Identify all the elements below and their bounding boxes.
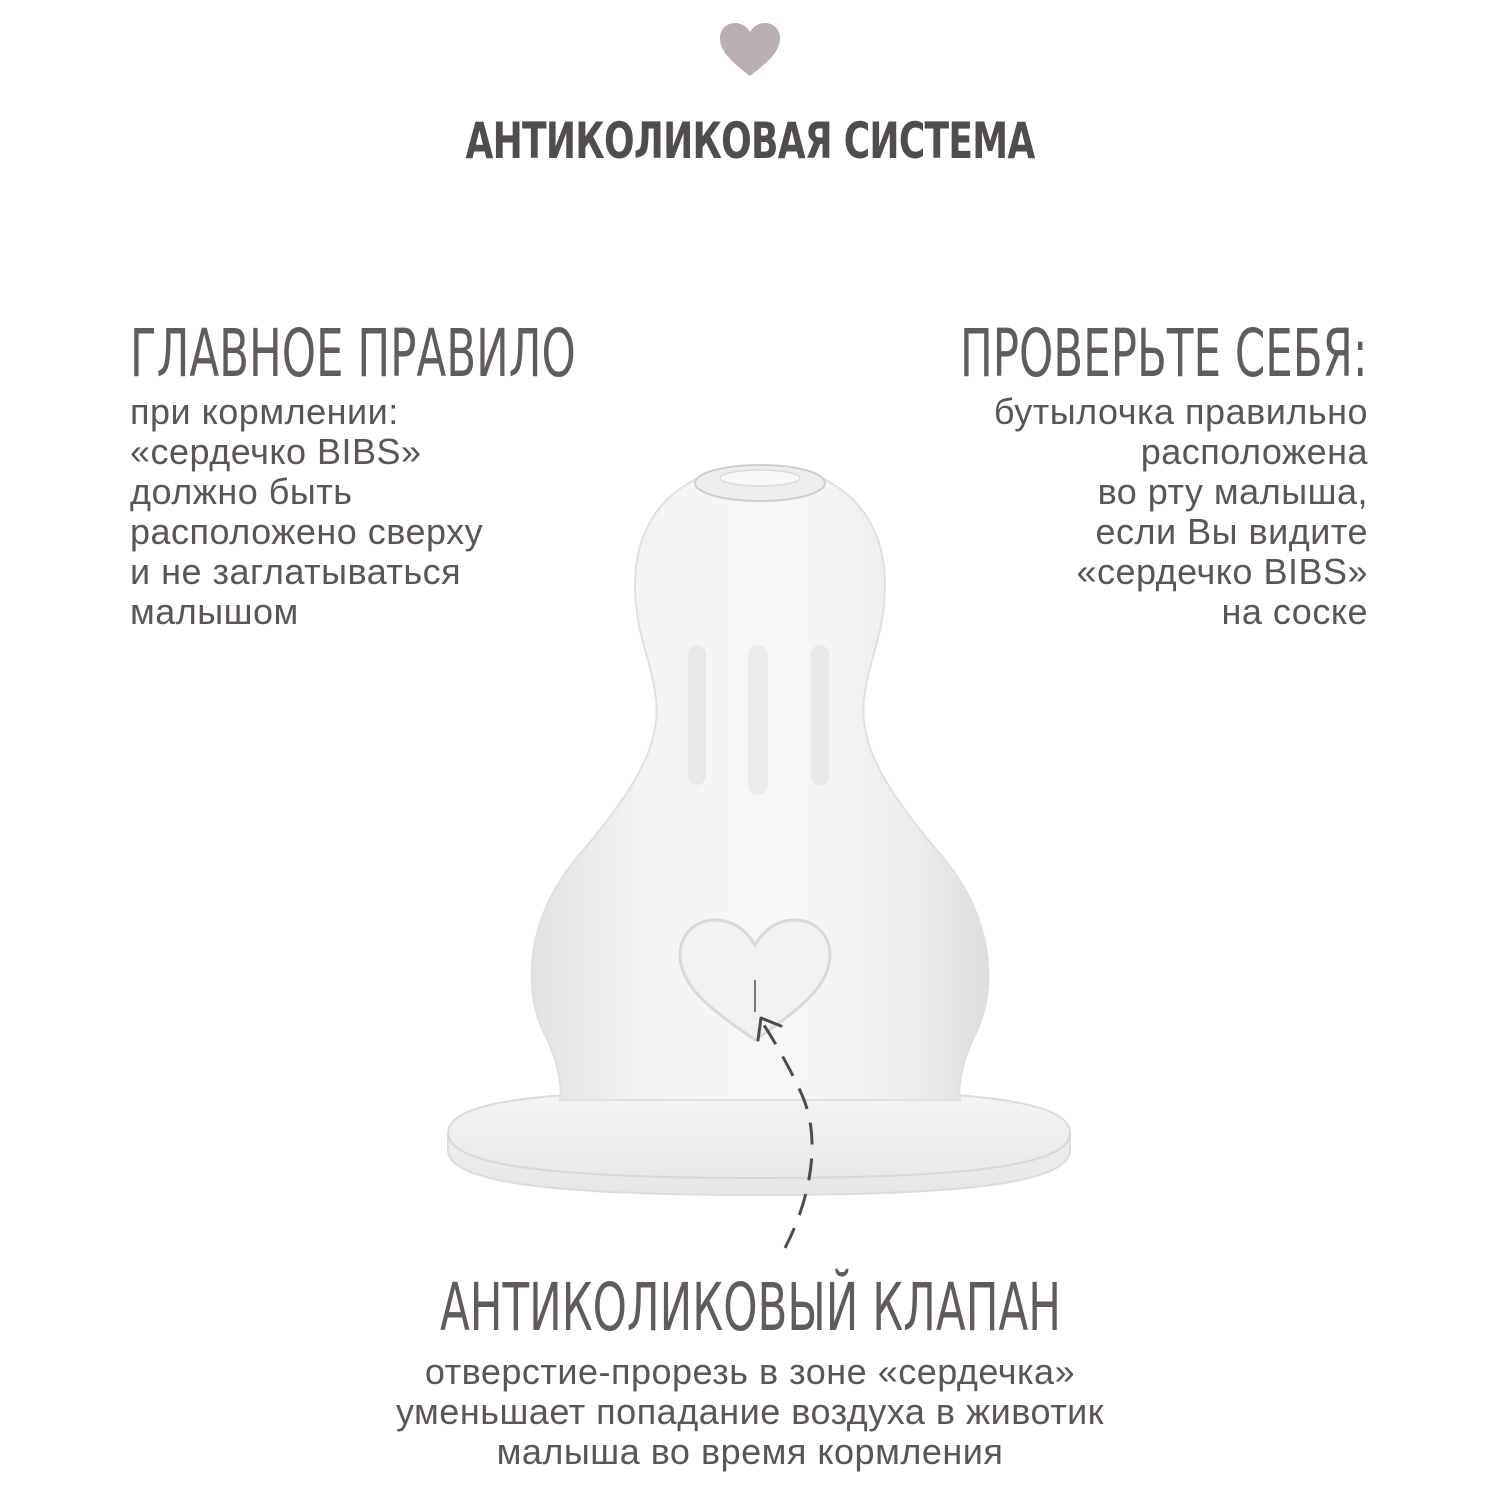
self-check-line: бутылочка правильно [993, 391, 1368, 432]
main-rule-line: «сердечко BIBS» [130, 431, 422, 472]
anticolic-valve-line: отверстие-прорезь в зоне «сердечка» [424, 1351, 1076, 1392]
self-check-line: во рту малыша, [1097, 471, 1368, 512]
main-rule-heading: ГЛАВНОЕ ПРАВИЛО [130, 315, 576, 392]
self-check-line: на соске [1221, 591, 1368, 632]
main-rule-line: и не заглатываться [130, 551, 462, 592]
self-check-line: «сердечко BIBS» [1076, 551, 1368, 592]
heart-icon [718, 22, 782, 78]
self-check-heading: ПРОВЕРЬТЕ СЕБЯ: [960, 315, 1368, 392]
page-title: АНТИКОЛИКОВАЯ СИСТЕМА [465, 112, 1035, 170]
anticolic-valve-heading: АНТИКОЛИКОВЫЙ КЛАПАН [439, 1269, 1061, 1346]
self-check-line: если Вы видите [1095, 511, 1368, 552]
anticolic-valve-line: малыша во время кормления [496, 1431, 1004, 1472]
anticolic-valve-text [0, 1352, 1500, 1472]
main-rule-line: расположено сверху [130, 511, 484, 552]
main-rule-line: при кормлении: [130, 391, 399, 432]
dashed-arrow-icon [740, 1000, 840, 1260]
anticolic-valve-block [0, 1269, 1500, 1472]
anticolic-valve-line: уменьшает попадание воздуха в животик [395, 1391, 1105, 1432]
main-rule-line: должно быть [130, 471, 353, 512]
self-check-line: расположена [1140, 431, 1368, 472]
main-rule-line: малышом [130, 591, 299, 632]
